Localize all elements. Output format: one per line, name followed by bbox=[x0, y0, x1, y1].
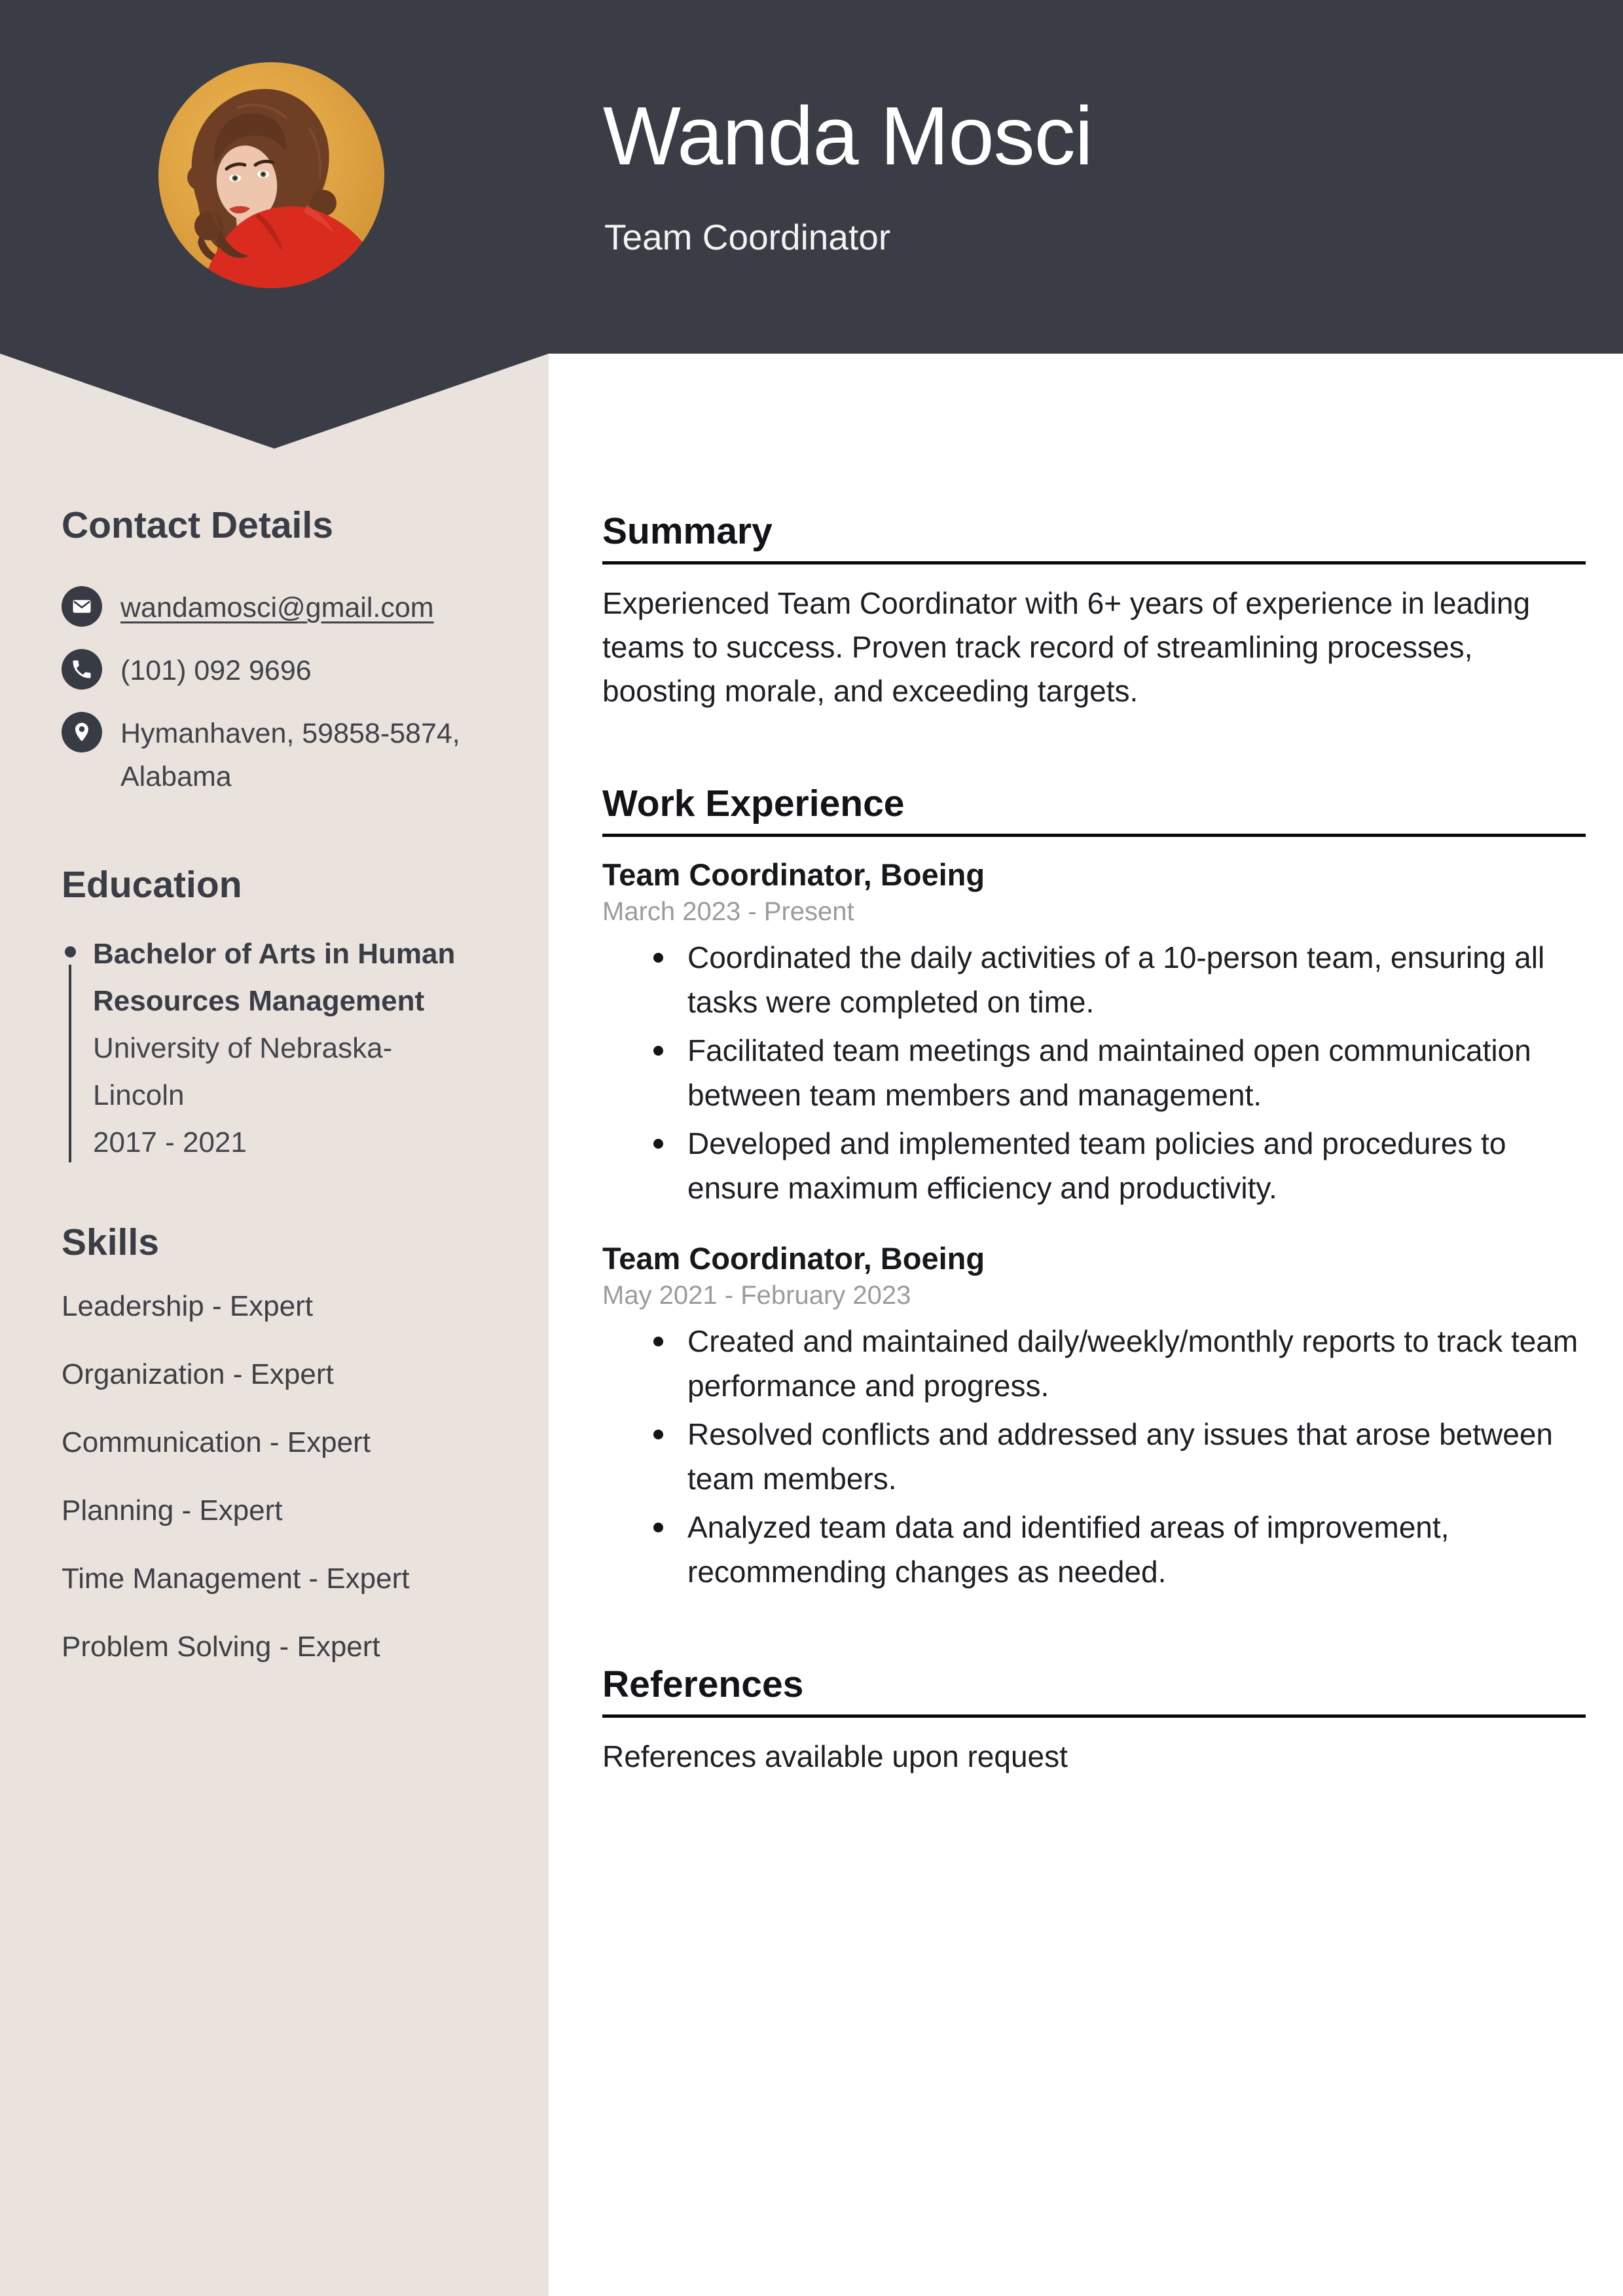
skills-heading: Skills bbox=[62, 1221, 159, 1263]
job-entry bbox=[602, 1240, 1586, 1594]
summary-section bbox=[602, 510, 1586, 713]
education-dates: 2017 - 2021 bbox=[93, 1126, 247, 1158]
experience-section bbox=[602, 783, 1586, 1594]
job-bullet: Resolved conflicts and addressed any issues that arose between team members. bbox=[602, 1412, 1586, 1501]
contact-email bbox=[120, 586, 434, 629]
location-pin-icon bbox=[62, 712, 102, 752]
skills-list bbox=[62, 1289, 494, 1664]
summary-heading: Summary bbox=[602, 510, 773, 552]
education-degree: Bachelor of Arts in Human Resources Management bbox=[93, 938, 456, 1017]
references-heading: References bbox=[602, 1663, 804, 1705]
job-bullet: Created and maintained daily/weekly/monthly reports to track team performance and progress. bbox=[602, 1319, 1586, 1408]
skills-section bbox=[62, 1221, 494, 1664]
contact-row-phone bbox=[62, 649, 494, 692]
job-dates: May 2021 - February 2023 bbox=[602, 1281, 911, 1310]
sidebar bbox=[62, 0, 494, 1698]
job-dates: March 2023 - Present bbox=[602, 897, 854, 926]
contact-address: Hymanhaven, 59858-5874, Alabama bbox=[120, 718, 460, 792]
section-divider bbox=[602, 834, 1586, 837]
timeline-line bbox=[69, 965, 71, 1162]
contact-row-email bbox=[62, 586, 494, 629]
job-title: Team Coordinator, Boeing bbox=[602, 857, 985, 892]
references-text: References available upon request bbox=[602, 1739, 1068, 1773]
job-bullet-list bbox=[602, 935, 1586, 1210]
education-heading: Education bbox=[62, 864, 242, 906]
skill-item: Leadership - Expert bbox=[62, 1290, 313, 1322]
person-title: Team Coordinator bbox=[604, 217, 891, 257]
contact-phone: (101) 092 9696 bbox=[120, 655, 312, 686]
skill-item: Planning - Expert bbox=[62, 1494, 283, 1527]
job-bullet: Analyzed team data and identified areas of improvement, recommending changes as needed. bbox=[602, 1505, 1586, 1594]
person-name: Wanda Mosci bbox=[603, 90, 1093, 182]
contact-row-address bbox=[62, 712, 494, 798]
job-bullet: Coordinated the daily activities of a 10-person team, ensuring all tasks were completed on time. bbox=[602, 935, 1586, 1024]
job-title: Team Coordinator, Boeing bbox=[602, 1241, 985, 1276]
email-link[interactable]: wandamosci@gmail.com bbox=[120, 592, 434, 623]
section-divider bbox=[602, 1714, 1586, 1718]
job-bullet: Developed and implemented team policies and procedures to ensure maximum efficiency and productivity. bbox=[602, 1121, 1586, 1210]
education-item bbox=[62, 931, 494, 1166]
contact-heading: Contact Details bbox=[62, 504, 333, 546]
summary-text: Experienced Team Coordinator with 6+ years of experience in leading teams to success. Proven track record of streamlining processes, boosting morale, and exceeding targets. bbox=[602, 586, 1531, 708]
skill-item: Communication - Expert bbox=[62, 1426, 371, 1458]
contact-list bbox=[62, 586, 494, 798]
education-school: University of Nebraska-Lincoln bbox=[93, 1032, 393, 1111]
education-details bbox=[93, 931, 460, 1166]
job-entry bbox=[602, 857, 1586, 1210]
job-bullet-list bbox=[602, 1319, 1586, 1594]
main-column bbox=[602, 0, 1586, 1779]
skill-item: Problem Solving - Expert bbox=[62, 1631, 380, 1663]
timeline-dot-icon bbox=[65, 946, 76, 957]
education-section bbox=[62, 864, 494, 1166]
section-divider bbox=[602, 561, 1586, 565]
references-section bbox=[602, 1663, 1586, 1779]
skill-item: Organization - Expert bbox=[62, 1358, 334, 1390]
mail-icon bbox=[62, 586, 102, 627]
experience-heading: Work Experience bbox=[602, 783, 905, 824]
skill-item: Time Management - Expert bbox=[62, 1563, 410, 1595]
phone-icon bbox=[62, 649, 102, 690]
education-timeline bbox=[62, 931, 93, 1166]
contact-section bbox=[62, 504, 494, 798]
job-bullet: Facilitated team meetings and maintained open communication between team members and management. bbox=[602, 1028, 1586, 1117]
